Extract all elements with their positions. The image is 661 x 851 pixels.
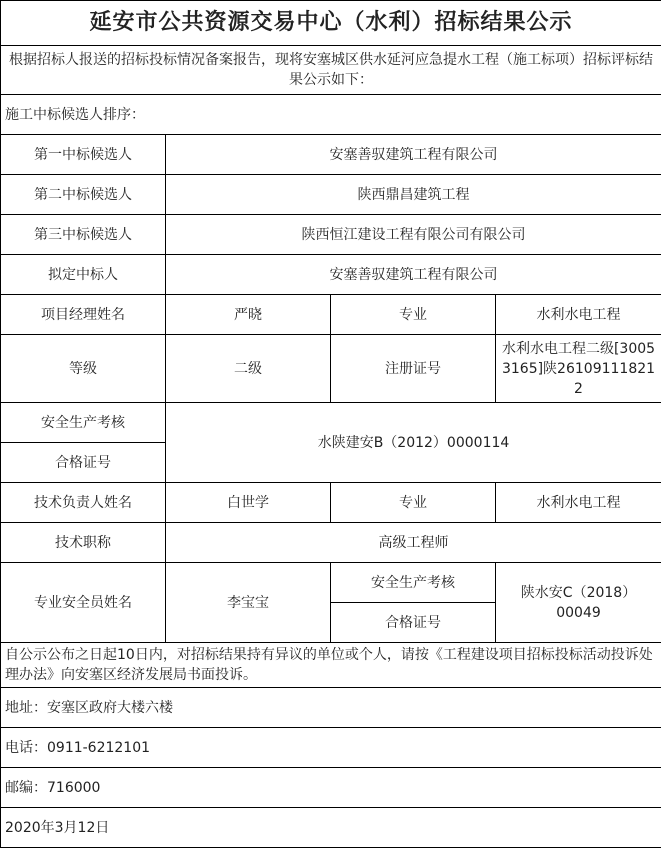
candidate-row (1, 175, 661, 215)
tech-row (1, 483, 661, 523)
tech-name: 白世学 (166, 483, 331, 523)
address-text: 地址：安塞区政府大楼六楼 (1, 688, 661, 728)
safety-cert-row (1, 403, 661, 443)
candidate-value: 陕西恒江建设工程有限公司有限公司 (166, 215, 661, 255)
phone-text: 电话：0911-6212101 (1, 728, 661, 768)
safety-officer-cert: 陕水安C（2018）00049 (496, 563, 661, 643)
safety-officer-label: 专业安全员姓名 (1, 563, 166, 643)
candidate-label: 第一中标候选人 (1, 135, 166, 175)
candidate-value: 陕西鼎昌建筑工程 (166, 175, 661, 215)
safety-officer-name: 李宝宝 (166, 563, 331, 643)
pm-row (1, 295, 661, 335)
safety-cert-label-2: 合格证号 (1, 443, 166, 483)
safety-officer-cert-label-1: 安全生产考核 (331, 563, 496, 603)
candidate-row (1, 215, 661, 255)
pm-name-label: 项目经理姓名 (1, 295, 166, 335)
pm-grade-label: 等级 (1, 335, 166, 403)
candidate-label: 第三中标候选人 (1, 215, 166, 255)
winner-value: 安塞善驭建筑工程有限公司 (166, 255, 661, 295)
tech-major: 水利水电工程 (496, 483, 661, 523)
pm-grade-row (1, 335, 661, 403)
safety-cert-label-1: 安全生产考核 (1, 403, 166, 443)
intro-text: 根据招标人报送的招标投标情况备案报告，现将安塞城区供水延河应急提水工程（施工标项）招标评标结果公示如下： (1, 46, 661, 95)
pm-grade: 二级 (166, 335, 331, 403)
notice-text: 自公示公布之日起10日内，对招标结果持有异议的单位或个人，请按《工程建设项目招标投标活动投诉处理办法》向安塞区经济发展局书面投诉。 (1, 643, 661, 688)
date-text: 2020年3月12日 (1, 808, 661, 848)
winner-label: 拟定中标人 (1, 255, 166, 295)
safety-officer-cert-label-2: 合格证号 (331, 603, 496, 643)
page-title: 延安市公共资源交易中心（水利）招标结果公示 (1, 1, 661, 46)
winner-row (1, 255, 661, 295)
candidate-row (1, 135, 661, 175)
tech-title-label: 技术职称 (1, 523, 166, 563)
postcode-text: 邮编：716000 (1, 768, 661, 808)
pm-major: 水利水电工程 (496, 295, 661, 335)
pm-name: 严晓 (166, 295, 331, 335)
candidate-label: 第二中标候选人 (1, 175, 166, 215)
candidate-value: 安塞善驭建筑工程有限公司 (166, 135, 661, 175)
pm-reg-label: 注册证号 (331, 335, 496, 403)
tech-title: 高级工程师 (166, 523, 661, 563)
pm-reg: 水利水电工程二级[30053165]陕261091118212 (496, 335, 661, 403)
tech-name-label: 技术负责人姓名 (1, 483, 166, 523)
safety-cert-value: 水陕建安B（2012）0000114 (166, 403, 661, 483)
ranking-heading: 施工中标候选人排序： (1, 95, 661, 135)
safety-officer-row (1, 563, 661, 603)
pm-major-label: 专业 (331, 295, 496, 335)
tech-title-row (1, 523, 661, 563)
tech-major-label: 专业 (331, 483, 496, 523)
